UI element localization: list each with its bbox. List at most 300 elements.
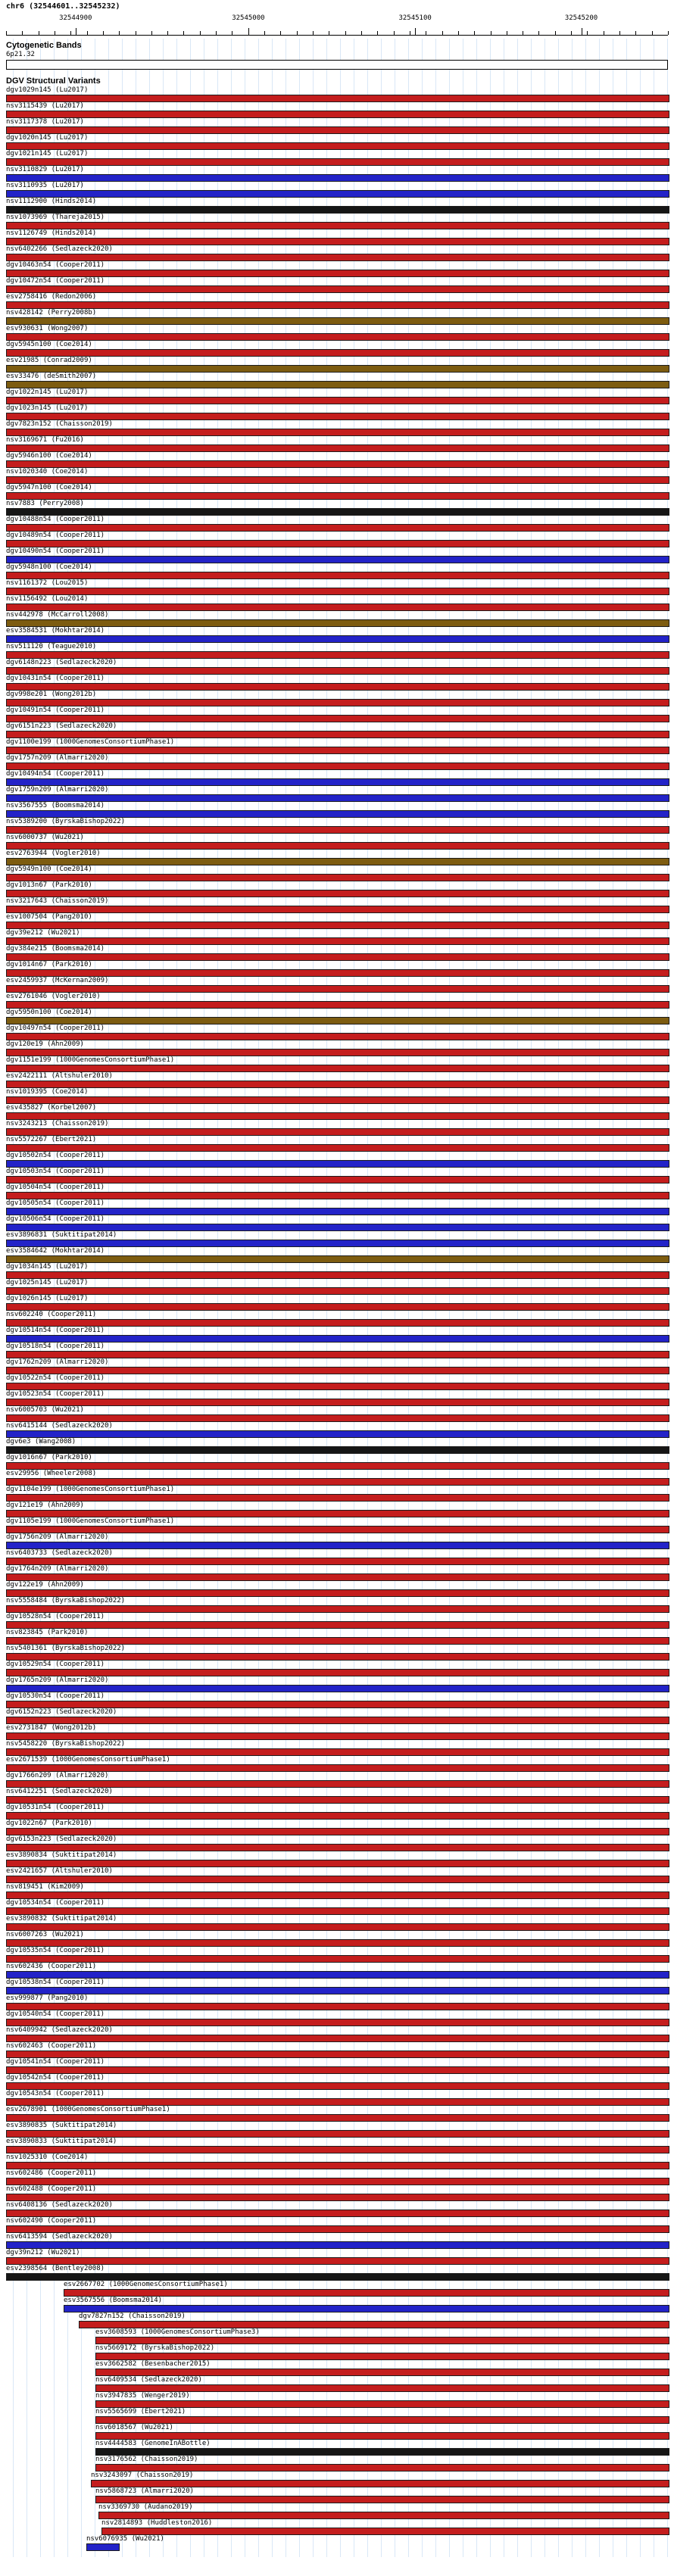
- variant-bar[interactable]: [6, 1319, 669, 1327]
- variant-bar[interactable]: [6, 1605, 669, 1613]
- variant-bar[interactable]: [95, 2464, 669, 2472]
- variant-bar[interactable]: [6, 2225, 669, 2233]
- variant-bar[interactable]: [6, 1351, 669, 1358]
- variant-bar[interactable]: [6, 381, 669, 388]
- variant-bar[interactable]: [6, 1446, 669, 1454]
- variant-bar[interactable]: [6, 1764, 669, 1772]
- variant-label: dgv1022n145 (Lu2017): [6, 388, 89, 396]
- variant-bar[interactable]: [95, 2337, 669, 2344]
- variant-row: [0, 1374, 674, 1390]
- ruler-minor-tick: [297, 31, 298, 35]
- variant-bar[interactable]: [6, 206, 669, 214]
- variant-bar[interactable]: [6, 2051, 669, 2058]
- variant-label: dgv1021n145 (Lu2017): [6, 150, 89, 157]
- variant-label: esv999877 (Pang2010): [6, 1994, 89, 2002]
- variant-bar[interactable]: [6, 1637, 669, 1645]
- variant-bar[interactable]: [6, 1128, 669, 1136]
- variant-bar[interactable]: [6, 2146, 669, 2153]
- variant-label: esv33476 (deSmith2007): [6, 373, 97, 380]
- variant-label: nsv5572267 (Ebert2021): [6, 1136, 97, 1143]
- variant-label: dgv6153n223 (Sedlazeck2020): [6, 1835, 117, 1843]
- ruler-tick-label: 32545100: [398, 14, 432, 22]
- variant-bar[interactable]: [91, 2480, 669, 2487]
- variant-bar[interactable]: [6, 667, 669, 675]
- variant-label: nsv6402266 (Sedlazeck2020): [6, 245, 113, 253]
- variant-bar[interactable]: [95, 2369, 669, 2376]
- variant-row: [0, 309, 674, 325]
- variant-bar[interactable]: [6, 1287, 669, 1295]
- variant-label: nsv3176562 (Chaisson2019): [95, 2456, 198, 2463]
- variant-label: dgv39e212 (Wu2021): [6, 929, 80, 937]
- variant-row: [0, 86, 674, 102]
- variant-bar[interactable]: [64, 2289, 669, 2297]
- variant-label: dgv1020n145 (Lu2017): [6, 134, 89, 142]
- variant-row: [0, 1088, 674, 1104]
- dgv-variant-list: [0, 86, 674, 2551]
- variant-bar[interactable]: [6, 1430, 669, 1438]
- variant-bar[interactable]: [6, 1510, 669, 1517]
- variant-row: [0, 563, 674, 579]
- variant-bar[interactable]: [6, 1399, 669, 1406]
- variant-row: [0, 2424, 674, 2440]
- variant-bar[interactable]: [6, 301, 669, 309]
- variant-bar[interactable]: [6, 1081, 669, 1088]
- ruler-minor-tick: [200, 31, 201, 35]
- variant-bar[interactable]: [6, 1669, 669, 1676]
- ruler-minor-tick: [474, 31, 475, 35]
- variant-row: [0, 2328, 674, 2344]
- variant-bar[interactable]: [6, 858, 669, 865]
- variant-bar[interactable]: [6, 1271, 669, 1279]
- variant-row: [0, 897, 674, 913]
- variant-bar[interactable]: [6, 874, 669, 881]
- variant-bar[interactable]: [6, 906, 669, 913]
- variant-label: dgv10534n54 (Cooper2011): [6, 1899, 105, 1907]
- variant-row: [0, 1072, 674, 1088]
- variant-row: [0, 245, 674, 261]
- variant-bar[interactable]: [6, 2241, 669, 2249]
- variant-label: nsv3117378 (Lu2017): [6, 118, 84, 126]
- variant-bar[interactable]: [6, 508, 669, 516]
- variant-bar[interactable]: [6, 1049, 669, 1056]
- variant-label: esv3890834 (Suktitipat2014): [6, 1851, 117, 1859]
- variant-bar[interactable]: [6, 1494, 669, 1502]
- variant-label: nsv3369730 (Audano2019): [98, 2503, 193, 2511]
- variant-bar[interactable]: [6, 1526, 669, 1533]
- variant-bar[interactable]: [6, 444, 669, 452]
- variant-bar[interactable]: [6, 1860, 669, 1867]
- variant-row: [0, 2201, 674, 2217]
- variant-row: [0, 1708, 674, 1724]
- variant-row: [0, 1979, 674, 1994]
- variant-label: dgv5948n100 (Coe2014): [6, 563, 92, 571]
- variant-bar[interactable]: [6, 1192, 669, 1199]
- variant-label: nsv3217643 (Chaisson2019): [6, 897, 109, 905]
- variant-label: nsv428142 (Perry2008b): [6, 309, 97, 317]
- variant-label: dgv10538n54 (Cooper2011): [6, 1979, 105, 1986]
- variant-bar[interactable]: [6, 2003, 669, 2010]
- variant-bar[interactable]: [95, 2416, 669, 2424]
- variant-row: [0, 150, 674, 166]
- variant-row: [0, 1247, 674, 1263]
- variant-row: [0, 341, 674, 357]
- variant-bar[interactable]: [6, 1558, 669, 1565]
- variant-label: dgv10505n54 (Cooper2011): [6, 1199, 105, 1207]
- variant-label: dgv5947n100 (Coe2014): [6, 484, 92, 491]
- variant-bar[interactable]: [6, 731, 669, 738]
- variant-bar[interactable]: [6, 1589, 669, 1597]
- variant-bar[interactable]: [6, 429, 669, 436]
- variant-row: [0, 802, 674, 818]
- variant-label: dgv5950n100 (Coe2014): [6, 1009, 92, 1016]
- variant-label: nsv6403733 (Sedlazeck2020): [6, 1549, 113, 1557]
- variant-bar[interactable]: [6, 2257, 669, 2265]
- variant-bar[interactable]: [101, 2528, 669, 2535]
- variant-bar[interactable]: [95, 2400, 669, 2408]
- variant-bar[interactable]: [6, 588, 669, 595]
- variant-row: [0, 1263, 674, 1279]
- variant-bar[interactable]: [6, 397, 669, 404]
- variant-row: [0, 500, 674, 516]
- variant-label: esv2758416 (Redon2006): [6, 293, 97, 301]
- variant-bar[interactable]: [6, 635, 669, 643]
- variant-label: dgv7823n152 (Chaisson2019): [6, 420, 113, 428]
- variant-bar[interactable]: [6, 603, 669, 611]
- variant-bar[interactable]: [6, 190, 669, 198]
- variant-label: dgv10528n54 (Cooper2011): [6, 1613, 105, 1620]
- variant-bar[interactable]: [6, 1224, 669, 1231]
- variant-bar[interactable]: [64, 2305, 669, 2312]
- variant-label: dgv10504n54 (Cooper2011): [6, 1184, 105, 1191]
- ruler-minor-tick: [313, 31, 314, 35]
- variant-bar[interactable]: [6, 1176, 669, 1184]
- variant-row: [0, 277, 674, 293]
- variant-label: esv3567556 (Boomsma2014): [64, 2297, 163, 2304]
- variant-bar[interactable]: [6, 2082, 669, 2090]
- variant-bar[interactable]: [6, 524, 669, 532]
- variant-label: dgv10503n54 (Cooper2011): [6, 1168, 105, 1175]
- variant-label: dgv1014n67 (Park2010): [6, 961, 92, 968]
- ruler-minor-tick: [458, 31, 459, 35]
- variant-bar[interactable]: [6, 492, 669, 500]
- variant-bar[interactable]: [6, 572, 669, 579]
- variant-bar[interactable]: [6, 1001, 669, 1009]
- variant-bar[interactable]: [6, 1748, 669, 1756]
- variant-label: dgv1151e199 (1000GenomesConsortiumPhase1): [6, 1056, 175, 1064]
- variant-row: [0, 2249, 674, 2265]
- variant-bar[interactable]: [6, 1923, 669, 1931]
- variant-bar[interactable]: [6, 1955, 669, 1963]
- ruler-minor-tick: [264, 31, 265, 35]
- variant-bar[interactable]: [6, 1812, 669, 1820]
- variant-row: [0, 1343, 674, 1358]
- ruler-minor-tick: [119, 31, 120, 35]
- variant-label: dgv10535n54 (Cooper2011): [6, 1947, 105, 1954]
- variant-bar[interactable]: [6, 95, 669, 102]
- variant-bar[interactable]: [6, 1876, 669, 1883]
- variant-bar[interactable]: [6, 969, 669, 977]
- variant-label: nsv6076935 (Wu2021): [86, 2535, 164, 2543]
- variant-bar[interactable]: [6, 1971, 669, 1979]
- variant-bar[interactable]: [6, 2019, 669, 2026]
- variant-bar[interactable]: [6, 1017, 669, 1024]
- variant-bar[interactable]: [6, 1033, 669, 1040]
- variant-bar[interactable]: [6, 1780, 669, 1788]
- variant-bar[interactable]: [6, 810, 669, 818]
- variant-label: nsv819451 (Kim2009): [6, 1883, 84, 1891]
- variant-label: esv3662582 (Besenbacher2015): [95, 2360, 211, 2368]
- ruler-minor-tick: [103, 31, 104, 35]
- variant-label: nsv602486 (Cooper2011): [6, 2169, 97, 2177]
- variant-row: [0, 2042, 674, 2058]
- variant-bar[interactable]: [6, 1573, 669, 1581]
- variant-row: [0, 1724, 674, 1740]
- variant-bar[interactable]: [6, 2210, 669, 2217]
- variant-row: [0, 850, 674, 865]
- variant-bar[interactable]: [6, 2178, 669, 2185]
- variant-label: nsv1156492 (Lou2014): [6, 595, 89, 603]
- variant-bar[interactable]: [6, 1478, 669, 1486]
- variant-bar[interactable]: [95, 2353, 669, 2360]
- variant-label: esv3584642 (Mokhtar2014): [6, 1247, 105, 1255]
- variant-label: esv3584531 (Mokhtar2014): [6, 627, 105, 635]
- variant-row: [0, 1899, 674, 1915]
- variant-bar[interactable]: [6, 1542, 669, 1549]
- variant-label: nsv6413594 (Sedlazeck2020): [6, 2233, 113, 2241]
- cytoband-box[interactable]: [6, 60, 668, 70]
- variant-bar[interactable]: [6, 1112, 669, 1120]
- variant-bar[interactable]: [6, 1335, 669, 1343]
- variant-row: [0, 1517, 674, 1533]
- variant-bar[interactable]: [6, 1383, 669, 1390]
- variant-bar[interactable]: [6, 747, 669, 754]
- variant-label: nsv7883 (Perry2008): [6, 500, 84, 507]
- variant-bar[interactable]: [6, 1987, 669, 1994]
- variant-bar[interactable]: [6, 1096, 669, 1104]
- variant-bar[interactable]: [95, 2432, 669, 2440]
- variant-bar[interactable]: [6, 1717, 669, 1724]
- variant-bar[interactable]: [6, 619, 669, 627]
- variant-row: [0, 484, 674, 500]
- variant-label: esv930631 (Wong2007): [6, 325, 89, 332]
- variant-label: nsv6005703 (Wu2021): [6, 1406, 84, 1414]
- variant-row: [0, 1056, 674, 1072]
- variant-bar[interactable]: [6, 763, 669, 770]
- variant-label: nsv2814893 (Huddleston2016): [101, 2519, 213, 2527]
- variant-bar[interactable]: [6, 794, 669, 802]
- variant-bar[interactable]: [6, 1796, 669, 1804]
- variant-row: [0, 1168, 674, 1184]
- variant-row: [0, 1756, 674, 1772]
- variant-bar[interactable]: [6, 1208, 669, 1215]
- variant-bar[interactable]: [6, 317, 669, 325]
- variant-bar[interactable]: [6, 1653, 669, 1661]
- variant-bar[interactable]: [6, 1414, 669, 1422]
- variant-bar[interactable]: [6, 556, 669, 563]
- variant-label: esv2731847 (Wong2012b): [6, 1724, 97, 1732]
- variant-bar[interactable]: [6, 222, 669, 229]
- variant-row: [0, 913, 674, 929]
- variant-label: dgv1757n209 (Almarri2020): [6, 754, 109, 762]
- variant-bar[interactable]: [6, 349, 669, 357]
- variant-bar[interactable]: [6, 778, 669, 786]
- ruler-minor-tick: [248, 31, 249, 35]
- variant-bar[interactable]: [6, 2035, 669, 2042]
- variant-row: [0, 865, 674, 881]
- variant-label: nsv3110829 (Lu2017): [6, 166, 84, 173]
- variant-bar[interactable]: [6, 937, 669, 945]
- variant-bar[interactable]: [6, 476, 669, 484]
- variant-bar[interactable]: [6, 413, 669, 420]
- variant-row: [0, 2456, 674, 2472]
- variant-label: dgv5945n100 (Coe2014): [6, 341, 92, 348]
- variant-row: [0, 1772, 674, 1788]
- variant-bar[interactable]: [6, 1240, 669, 1247]
- variant-bar[interactable]: [6, 460, 669, 468]
- variant-bar[interactable]: [6, 126, 669, 134]
- variant-row: [0, 2503, 674, 2519]
- ruler-major-tick: [415, 28, 416, 35]
- ruler-minor-tick: [216, 31, 217, 35]
- variant-bar[interactable]: [6, 922, 669, 929]
- variant-row: [0, 1692, 674, 1708]
- variant-label: esv2678901 (1000GenomesConsortiumPhase1): [6, 2106, 170, 2113]
- variant-bar[interactable]: [95, 2384, 669, 2392]
- cytoband-section-title: Cytogenetic Bands: [6, 41, 82, 50]
- variant-bar[interactable]: [6, 890, 669, 897]
- variant-label: nsv823845 (Park2010): [6, 1629, 89, 1636]
- variant-bar[interactable]: [6, 254, 669, 261]
- variant-bar[interactable]: [6, 683, 669, 691]
- variant-bar[interactable]: [6, 285, 669, 293]
- variant-bar[interactable]: [6, 1907, 669, 1915]
- variant-bar[interactable]: [6, 1891, 669, 1899]
- variant-bar[interactable]: [6, 2194, 669, 2201]
- variant-bar[interactable]: [6, 270, 669, 277]
- variant-row: [0, 1502, 674, 1517]
- variant-label: nsv1112900 (Hinds2014): [6, 198, 97, 205]
- variant-label: dgv10491n54 (Cooper2011): [6, 706, 105, 714]
- variant-bar[interactable]: [6, 142, 669, 150]
- variant-label: dgv1022n67 (Park2010): [6, 1820, 92, 1827]
- variant-row: [0, 134, 674, 150]
- variant-bar[interactable]: [6, 2114, 669, 2122]
- variant-row: [0, 547, 674, 563]
- variant-bar[interactable]: [6, 985, 669, 993]
- variant-bar[interactable]: [6, 1462, 669, 1470]
- variant-bar[interactable]: [95, 2448, 669, 2456]
- variant-label: dgv7827n152 (Chaisson2019): [79, 2312, 186, 2320]
- ruler-minor-tick: [394, 31, 395, 35]
- variant-bar[interactable]: [6, 2066, 669, 2074]
- variant-bar[interactable]: [6, 238, 669, 245]
- variant-row: [0, 182, 674, 198]
- variant-bar[interactable]: [6, 699, 669, 706]
- variant-bar[interactable]: [6, 1939, 669, 1947]
- variant-row: [0, 579, 674, 595]
- variant-row: [0, 2281, 674, 2297]
- variant-label: dgv10489n54 (Cooper2011): [6, 532, 105, 539]
- variant-bar[interactable]: [6, 2162, 669, 2169]
- variant-label: nsv1161372 (Lou2015): [6, 579, 89, 587]
- variant-bar[interactable]: [6, 333, 669, 341]
- variant-row: [0, 198, 674, 214]
- variant-row: [0, 1358, 674, 1374]
- variant-label: dgv10463n54 (Cooper2011): [6, 261, 105, 269]
- variant-label: nsv6409534 (Sedlazeck2020): [95, 2376, 202, 2384]
- variant-row: [0, 229, 674, 245]
- variant-bar[interactable]: [6, 1065, 669, 1072]
- variant-row: [0, 1215, 674, 1231]
- variant-bar[interactable]: [6, 953, 669, 961]
- variant-bar[interactable]: [6, 1144, 669, 1152]
- variant-bar[interactable]: [6, 1255, 669, 1263]
- variant-bar[interactable]: [6, 174, 669, 182]
- variant-row: [0, 293, 674, 309]
- coordinate-ruler[interactable]: [6, 12, 668, 36]
- variant-bar[interactable]: [6, 2098, 669, 2106]
- variant-bar[interactable]: [6, 715, 669, 722]
- variant-row: [0, 1231, 674, 1247]
- variant-label: nsv5401361 (ByrskaBishop2022): [6, 1645, 126, 1652]
- variant-bar[interactable]: [6, 365, 669, 373]
- variant-bar[interactable]: [6, 1621, 669, 1629]
- variant-row: [0, 881, 674, 897]
- variant-bar[interactable]: [79, 2321, 669, 2328]
- variant-bar[interactable]: [6, 1828, 669, 1835]
- variant-bar[interactable]: [6, 1685, 669, 1692]
- variant-label: nsv1073969 (Thareja2015): [6, 214, 105, 221]
- variant-bar[interactable]: [6, 842, 669, 850]
- variant-bar[interactable]: [6, 1367, 669, 1374]
- variant-label: dgv10530n54 (Cooper2011): [6, 1692, 105, 1700]
- variant-label: dgv1765n209 (Almarri2020): [6, 1676, 109, 1684]
- variant-label: dgv121e19 (Ahn2009): [6, 1502, 84, 1509]
- variant-label: nsv3567555 (Boomsma2014): [6, 802, 105, 809]
- variant-row: [0, 1104, 674, 1120]
- variant-bar[interactable]: [6, 1844, 669, 1851]
- variant-label: dgv1762n209 (Almarri2020): [6, 1358, 109, 1366]
- variant-bar[interactable]: [6, 158, 669, 166]
- variant-bar[interactable]: [6, 1732, 669, 1740]
- variant-row: [0, 1581, 674, 1597]
- variant-bar[interactable]: [6, 826, 669, 834]
- ruler-minor-tick: [345, 31, 346, 35]
- variant-bar[interactable]: [6, 2273, 669, 2281]
- variant-bar[interactable]: [6, 2130, 669, 2138]
- variant-bar[interactable]: [6, 1701, 669, 1708]
- variant-bar[interactable]: [86, 2543, 120, 2551]
- variant-bar[interactable]: [6, 1160, 669, 1168]
- variant-label: esv2422111 (Altshuler2010): [6, 1072, 113, 1080]
- variant-bar[interactable]: [6, 111, 669, 118]
- variant-label: nsv5669172 (ByrskaBishop2022): [95, 2344, 215, 2352]
- variant-bar[interactable]: [6, 651, 669, 659]
- variant-bar[interactable]: [6, 540, 669, 547]
- variant-row: [0, 1199, 674, 1215]
- variant-row: [0, 1549, 674, 1565]
- cytoband-label: 6p21.32: [6, 51, 35, 58]
- variant-bar[interactable]: [98, 2512, 669, 2519]
- ruler-minor-tick: [377, 31, 378, 35]
- variant-row: [0, 2392, 674, 2408]
- variant-label: dgv998e201 (Wong2012b): [6, 691, 97, 698]
- variant-bar[interactable]: [95, 2496, 669, 2503]
- variant-bar[interactable]: [6, 1303, 669, 1311]
- variant-label: nsv1126749 (Hinds2014): [6, 229, 97, 237]
- variant-label: nsv3243213 (Chaisson2019): [6, 1120, 109, 1127]
- variant-row: [0, 2153, 674, 2169]
